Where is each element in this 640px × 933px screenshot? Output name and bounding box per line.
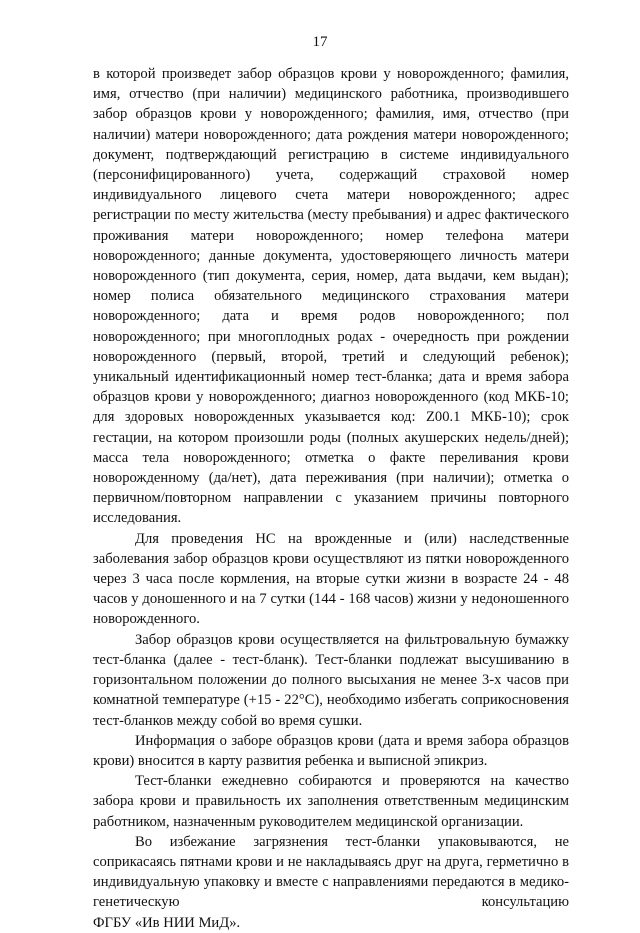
paragraph-test-blank-drying: Забор образцов крови осуществляется на фильтровальную бумажку тест-бланка (далее - тест-бланк). Тест-бланки подлежат высушиванию в горизонтальном положении до полного высыхания не менее 3-х часов при комнатной температуре (+15 - 22°С), необходимо избегать соприкосновения тест-бланков между собой во время сушки.	[93, 631, 569, 729]
page-number: 17	[312, 34, 328, 50]
body-text	[93, 64, 569, 933]
paragraph-institution: ФГБУ «Ив НИИ МиД».	[93, 914, 241, 931]
paragraph-continuation: в которой произведет забор образцов крови у новорожденного; фамилия, имя, отчество (при наличии) медицинского работника, производившего забор образцов крови у новорожденного; фамилия, имя, отчество (при наличии) матери новорожденного; дата рождения матери новорожденного; документ, подтверждающий регистрацию в системе индивидуального (персонифицированного) учета, содержащий страховой номер индивидуального лицевого счета матери новорожденного; адрес регистрации по месту жительства (месту пребывания) и адрес фактического проживания матери новорожденного; номер телефона матери новорожденного; данные документа, удостоверяющего личность матери новорожденного (тип документа, серия, номер, дата выдачи, кем выдан); номер полиса обязательного медицинского страхования матери новорожденного; дата и время родов новорожденного; пол новорожденного; при многоплодных родах - очередность при рождении новорожденного (первый, второй, третий и следующий ребенок); уникальный идентификационный номер тест-бланка; дата и время забора образцов крови у новорожденного; диагноз новорожденного (код МКБ-10; для здоровых новорожденных указывается код: Z00.1 МКБ-10); срок гестации, на котором произошли роды (полных акушерских недель/дней); масса тела новорожденного; отметка о факте переливания крови новорожденному (да/нет), дата переживания (при наличии); отметка о первичном/повторном направлении с указанием причины повторного исследования.	[93, 66, 569, 527]
paragraph-screening-timing: Для проведения НС на врожденные и (или) наследственные заболевания забор образцов крови осуществляют из пятки новорожденного через 3 часа после кормления, на вторые сутки жизни в возрасте 24 - 48 часов у доношенного и на 7 сутки (144 - 168 часов) жизни у недоношенного новорожденного.	[93, 530, 569, 628]
paragraph-daily-check: Тест-бланки ежедневно собираются и проверяются на качество забора крови и правильность их заполнения ответственным медицинским работником, назначенным руководителем медицинской организации.	[93, 773, 569, 830]
paragraph-information-record: Информация о заборе образцов крови (дата и время забора образцов крови) вносится в карту развития ребенка и выписной эпикриз.	[93, 732, 569, 769]
paragraph-packaging: Во избежание загрязнения тест-бланки упаковываются, не соприкасаясь пятнами крови и не накладываясь друг на друга, герметично в индивидуальную упаковку и вместе с направлениями передаются в медико-генетическую консультацию	[93, 833, 569, 911]
